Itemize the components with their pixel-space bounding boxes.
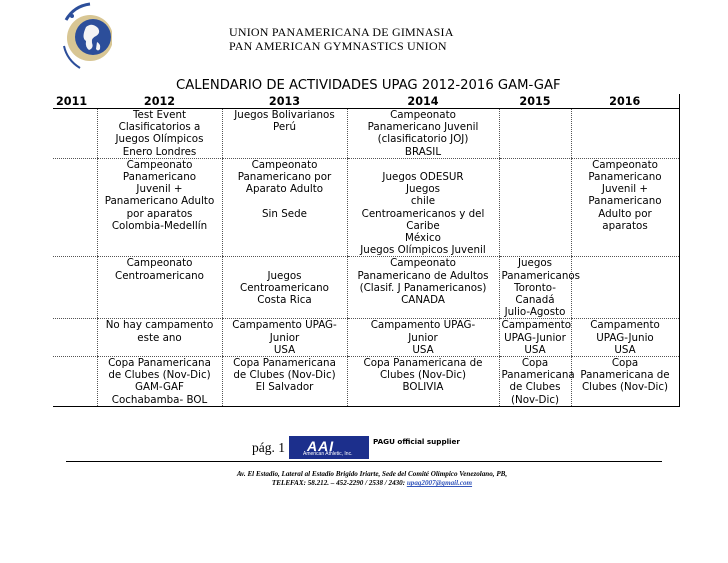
table-cell: Copa Panamericana de Clubes (Nov-Dic) El Salvador — [222, 357, 347, 407]
sponsor-logo — [289, 436, 369, 459]
table-cell: No hay campamento este ano — [97, 319, 222, 357]
table-cell: Juegos Bolivarianos Perú — [222, 109, 347, 159]
table-cell: Copa Panamericana de Clubes (Nov-Dic) — [499, 357, 571, 407]
year-header: 2016 — [571, 94, 679, 109]
table-cell: Campeonato Centroamericano — [97, 257, 222, 319]
table-row — [53, 357, 679, 407]
organization-name-en: PAN AMERICAN GYMNASTICS UNION — [229, 39, 447, 53]
footer-address — [226, 470, 518, 489]
address-line: Av. El Estadio, Lateral al Estadio Brigido Iriarte, Sede del Comité Olímpico Venezolano, PB, — [236, 470, 508, 478]
table-row — [53, 257, 679, 319]
email-link[interactable]: upag2007@gmail.com — [406, 479, 473, 488]
table-cell — [499, 158, 571, 257]
year-header-row — [53, 94, 679, 109]
table-cell: Campeonato Panamericano Juvenil + Panamericano Adulto por aparatos Colombia-Medellín — [97, 158, 222, 257]
table-cell — [53, 357, 97, 407]
table-cell: Campamento UPAG- Junior USA — [347, 319, 499, 357]
year-header: 2012 — [97, 94, 222, 109]
year-header: 2015 — [499, 94, 571, 109]
table-row — [53, 158, 679, 257]
table-cell: Juegos ODESUR Juegos chile Centroamericanos y del Caribe México Juegos Olímpicos Juvenil — [347, 158, 499, 257]
table-cell: Juegos Panamericanos Toronto- Canadá Julio-Agosto — [499, 257, 571, 319]
table-cell: Juegos Centroamericano Costa Rica — [222, 257, 347, 319]
year-header: 2011 — [53, 94, 97, 109]
table-cell — [499, 109, 571, 159]
page-number: pág. 1 — [252, 440, 285, 455]
upag-logo-icon — [60, 0, 112, 74]
year-header: 2013 — [222, 94, 347, 109]
sponsor-brand-subtitle: American Athletic, Inc. — [303, 451, 353, 457]
table-cell: Campamento UPAG-Junior USA — [499, 319, 571, 357]
footer-divider — [66, 461, 662, 462]
table-cell: Campeonato Panamericano Juvenil (clasificatorio JOJ) BRASIL — [347, 109, 499, 159]
document-title: CALENDARIO DE ACTIVIDADES UPAG 2012-2016 GAM-GAF — [176, 78, 561, 93]
table-cell: Test Event Clasificatorios a Juegos Olímpicos Enero Londres — [97, 109, 222, 159]
table-row — [53, 109, 679, 159]
table-cell: Copa Panamericana de Clubes (Nov-Dic) GAM-GAF Cochabamba- BOL — [97, 357, 222, 407]
year-header: 2014 — [347, 94, 499, 109]
table-cell — [53, 319, 97, 357]
table-cell: Campeonato Panamericano Juvenil + Panamericano Adulto por aparatos — [571, 158, 679, 257]
table-cell — [53, 257, 97, 319]
table-cell: Campeonato Panamericano de Adultos (Clasif. J Panamericanos) CANADA — [347, 257, 499, 319]
table-cell: Copa Panamericana de Clubes (Nov-Dic) — [571, 357, 679, 407]
activities-calendar-table — [53, 94, 680, 407]
sponsor-brand: AAI — [307, 438, 335, 454]
table-cell: Campamento UPAG- Junior USA — [222, 319, 347, 357]
sponsor-label: PAGU official supplier — [373, 437, 460, 446]
telefax-text: TELEFAX: 58.212. – 452-2290 / 2538 / 2430: — [271, 479, 407, 488]
table-cell: Campamento UPAG-Junio USA — [571, 319, 679, 357]
table-row — [53, 319, 679, 357]
table-cell — [53, 109, 97, 159]
organization-name-es: UNION PANAMERICANA DE GIMNASIA — [229, 25, 454, 39]
contact-line — [226, 479, 518, 488]
table-cell — [571, 257, 679, 319]
table-cell: Campeonato Panamericano por Aparato Adulto Sin Sede — [222, 158, 347, 257]
table-cell — [53, 158, 97, 257]
table-cell — [571, 109, 679, 159]
table-cell: Copa Panamericana de Clubes (Nov-Dic) BOLIVIA — [347, 357, 499, 407]
